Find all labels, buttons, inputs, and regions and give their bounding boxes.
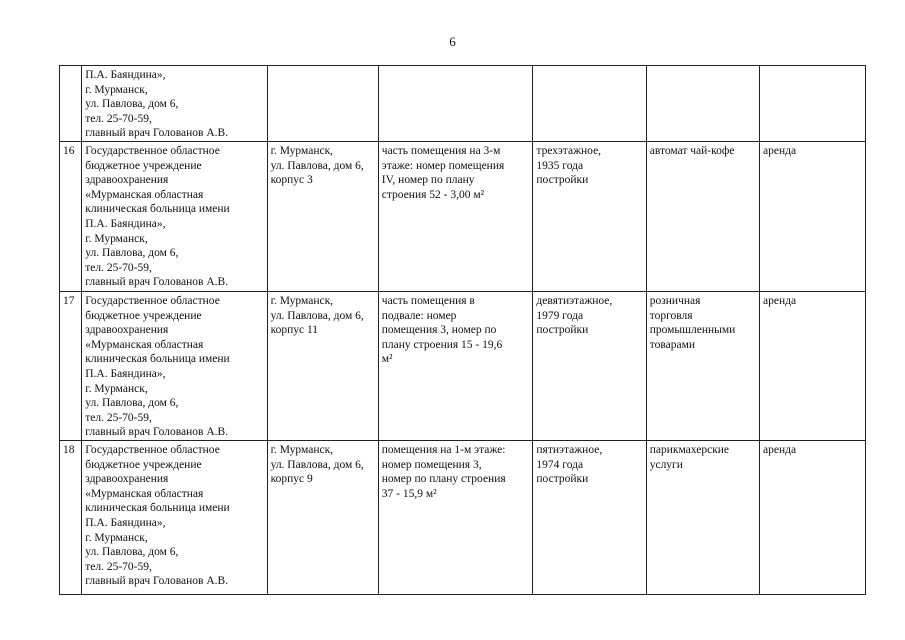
table-row [60, 440, 866, 594]
basis-cell: аренда [760, 141, 866, 291]
building-cell: трехэтажное, 1935 года постройки [533, 141, 646, 291]
use-purpose-cell: автомат чай-кофе [646, 141, 759, 291]
basis-cell: аренда [760, 291, 866, 440]
building-cell: девятиэтажное, 1979 года постройки [533, 291, 646, 440]
row-number-cell: 18 [60, 440, 82, 594]
address-cell: г. Мурманск, ул. Павлова, дом 6, корпус 9 [267, 440, 378, 594]
address-cell: г. Мурманск, ул. Павлова, дом 6, корпус 11 [267, 291, 378, 440]
organization-cell: Государственное областное бюджетное учреждение здравоохранения «Мурманская областная клиническая больница имени П.А. Баяндина», г. Мурманск, ул. Павлова, дом 6, тел. 25-70-59, главный врач Голованов А.В. [82, 141, 267, 291]
basis-cell: аренда [760, 440, 866, 594]
premises-cell: помещения на 1-м этаже: номер помещения 3, номер по плану строения 37 - 15,9 м² [378, 440, 533, 594]
use-purpose-cell [646, 66, 759, 142]
use-purpose-cell: розничная торговля промышленными товарами [646, 291, 759, 440]
page-number: 6 [449, 34, 456, 49]
use-purpose-cell: парикмахерские услуги [646, 440, 759, 594]
table-row [60, 291, 866, 440]
row-number-cell: 17 [60, 291, 82, 440]
table-row [60, 141, 866, 291]
building-cell [533, 66, 646, 142]
row-number-cell [60, 66, 82, 142]
organization-cell: П.А. Баяндина», г. Мурманск, ул. Павлова, дом 6, тел. 25-70-59, главный врач Голованов А.В. [82, 66, 267, 142]
table-row [60, 66, 866, 142]
building-cell: пятиэтажное, 1974 года постройки [533, 440, 646, 594]
premises-cell: часть помещения в подвале: номер помещения 3, номер по плану строения 15 - 19,6 м² [378, 291, 533, 440]
premises-cell: часть помещения на 3-м этаже: номер помещения IV, номер по плану строения 52 - 3,00 м² [378, 141, 533, 291]
premises-cell [378, 66, 533, 142]
organization-cell: Государственное областное бюджетное учреждение здравоохранения «Мурманская областная клиническая больница имени П.А. Баяндина», г. Мурманск, ул. Павлова, дом 6, тел. 25-70-59, главный врач Голованов А.В. [82, 440, 267, 594]
property-table [59, 65, 866, 595]
address-cell [267, 66, 378, 142]
basis-cell [760, 66, 866, 142]
address-cell: г. Мурманск, ул. Павлова, дом 6, корпус 3 [267, 141, 378, 291]
organization-cell: Государственное областное бюджетное учреждение здравоохранения «Мурманская областная клиническая больница имени П.А. Баяндина», г. Мурманск, ул. Павлова, дом 6, тел. 25-70-59, главный врач Голованов А.В. [82, 291, 267, 440]
row-number-cell: 16 [60, 141, 82, 291]
